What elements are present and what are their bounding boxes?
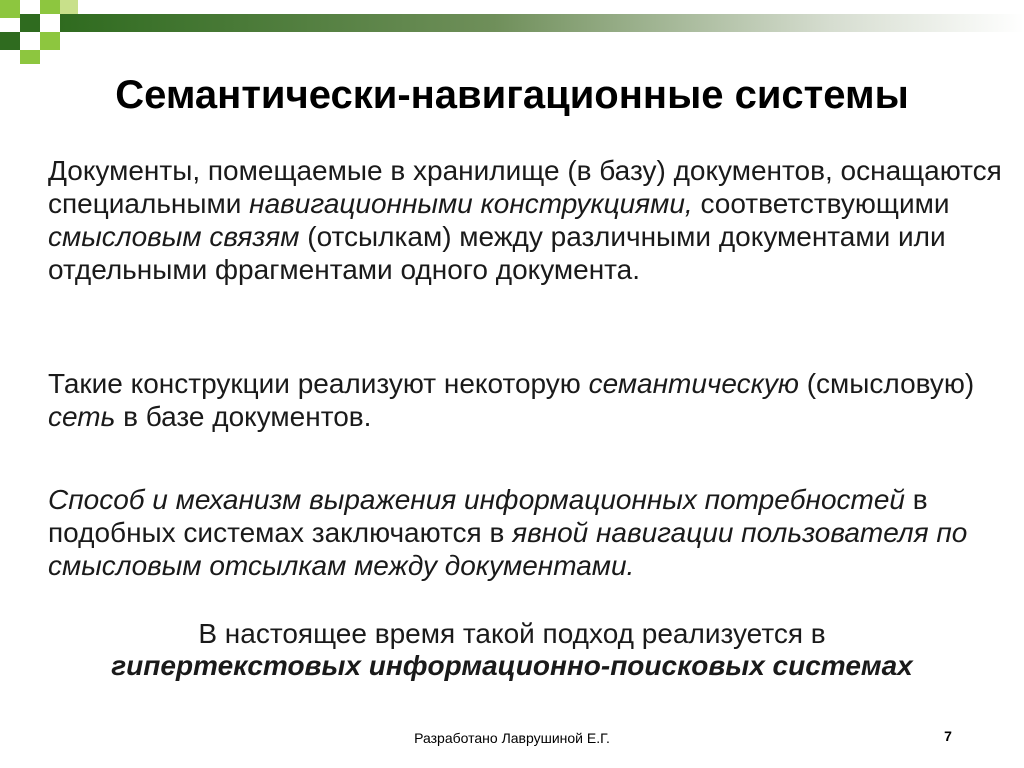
p2-text-3: в базе документов. (115, 401, 372, 432)
p1-italic-2: смысловым связям (48, 221, 300, 252)
p1-text-3: (отсылкам) между различными документами или отдельными фрагментами одного документа. (48, 221, 946, 285)
page-number: 7 (944, 728, 952, 744)
paragraph-information-needs (48, 483, 1008, 582)
paragraph-conclusion (80, 618, 944, 682)
p2-italic-1: семантическую (588, 368, 799, 399)
p3-text-1: в подобных системах заключаются в (48, 484, 928, 548)
conclusion-bold-italic: гипертекстовых информационно-поисковых системах (111, 650, 913, 681)
slide-title: Семантически-навигационные системы (115, 73, 909, 117)
deco-square (20, 50, 40, 64)
p3-italic-2: явной навигации пользователя по смысловым отсылкам между документами. (48, 517, 968, 581)
p1-text-2: соответствующими (692, 188, 950, 219)
deco-square (0, 32, 20, 50)
footer-author: Разработано Лаврушиной Е.Г. (414, 730, 610, 746)
p2-text-2: (смысловую) (798, 368, 975, 399)
deco-square (40, 0, 60, 14)
p1-italic-1: навигационными конструкциями, (249, 188, 693, 219)
p2-italic-2: сеть (48, 401, 116, 432)
p1-text-1: Документы, помещаемые в хранилище (в базу) документов, оснащаются специальными (48, 155, 1002, 219)
p2-text-1: Такие конструкции реализуют некоторую (48, 368, 589, 399)
header-decoration (0, 0, 1024, 64)
deco-square (20, 14, 40, 32)
conclusion-text: В настоящее время такой подход реализуется в (198, 618, 826, 649)
deco-square (40, 32, 60, 50)
paragraph-semantic-network (48, 367, 1008, 433)
deco-square (0, 0, 20, 18)
paragraph-navigation-constructs (48, 154, 1008, 286)
p3-italic-1: Способ и механизм выражения информационных потребностей (48, 484, 905, 515)
deco-square (60, 0, 78, 14)
header-gradient-bar (60, 14, 1024, 32)
